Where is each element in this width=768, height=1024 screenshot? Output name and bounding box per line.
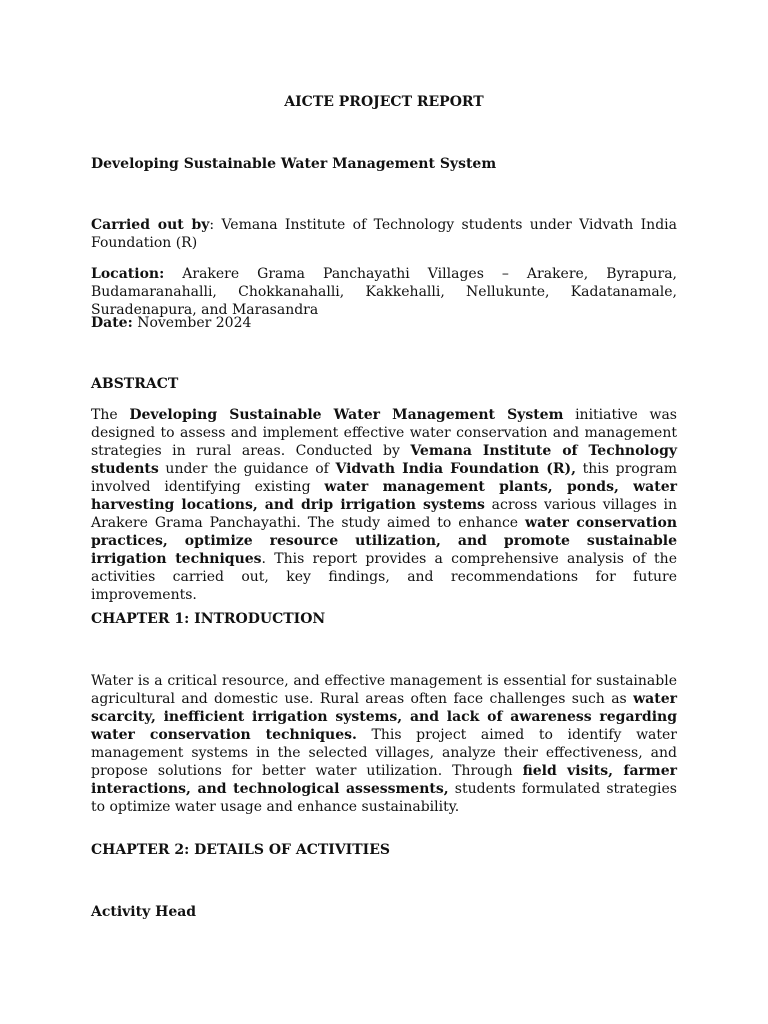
report-title: Developing Sustainable Water Management System [91,156,497,172]
date-text: November 2024 [132,315,252,331]
abstract-emphasis: water management plants, ponds, water harvesting locations, and drip irrigation systems [91,479,677,513]
carried-out-line [91,216,677,252]
abstract-paragraph [91,406,677,604]
report-heading: AICTE PROJECT REPORT [284,94,484,110]
abstract-text: initiative was designed to assess and implement effective water conservation and management strategies in rural areas. Conducted by [91,407,677,459]
chapter1-text: Water is a critical resource, and effective management is essential for sustainable agricultural and domestic use. Rural areas often face challenges such as [91,673,677,707]
location-line [91,265,677,319]
chapter2-heading: CHAPTER 2: DETAILS OF ACTIVITIES [91,842,390,858]
location-text: Arakere Grama Panchayathi Villages – Arakere, Byrapura, Budamaranahalli, Chokkanahalli, Kakkehalli, Nellukunte, Kadatanamale, Suradenapura, and Marasandra [91,266,677,318]
carried-out-text: : Vemana Institute of Technology students under Vidvath India Foundation (R) [91,217,677,251]
chapter1-paragraph [91,672,677,816]
chapter1-emphasis: water scarcity, inefficient irrigation systems, and lack of awareness regarding water conservation techniques. [91,691,677,743]
carried-out-label: Carried out by [91,217,210,233]
abstract-text: this program involved identifying existing [91,461,677,495]
activity-head-subheading: Activity Head [91,904,197,920]
abstract-emphasis: Vemana Institute of Technology students [91,443,677,477]
abstract-text: . This report provides a comprehensive analysis of the activities carried out, key findings, and recommendations for future improvements. [91,551,677,603]
chapter1-text: This project aimed to identify water management systems in the selected villages, analyze their effectiveness, and propose solutions for better water utilization. Through [91,727,677,779]
chapter1-heading: CHAPTER 1: INTRODUCTION [91,611,326,627]
abstract-text: across various villages in Arakere Grama Panchayathi. The study aimed to enhance [91,497,678,531]
date-label: Date: [91,315,133,331]
abstract-emphasis: Vidvath India Foundation (R), [335,461,576,477]
chapter1-emphasis: field visits, farmer interactions, and technological assessments, [91,763,677,797]
abstract-text: under the guidance of [158,461,336,477]
abstract-heading: ABSTRACT [91,376,179,392]
abstract-emphasis: water conservation practices, optimize resource utilization, and promote sustainable irrigation techniques [91,515,678,567]
abstract-text: The [91,407,130,423]
location-label: Location: [91,266,165,282]
abstract-emphasis: Developing Sustainable Water Management System [129,407,564,423]
date-line [91,314,677,332]
chapter1-text: students formulated strategies to optimize water usage and enhance sustainability. [91,781,677,815]
